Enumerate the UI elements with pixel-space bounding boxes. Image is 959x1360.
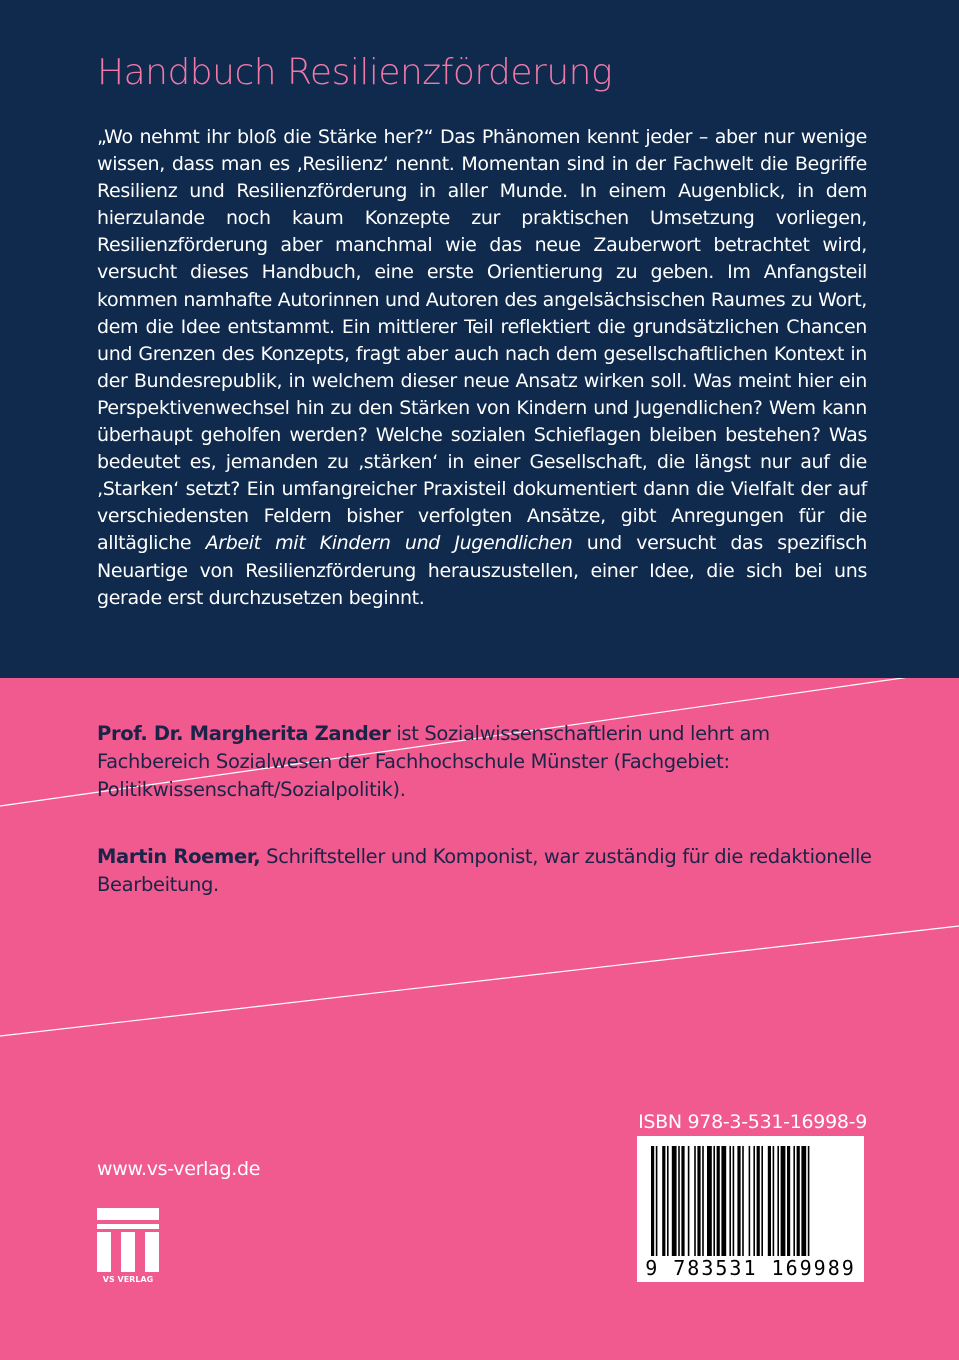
barcode <box>637 1136 864 1282</box>
barcode-bar <box>651 1146 654 1256</box>
barcode-bar <box>753 1146 755 1256</box>
barcode-bar <box>694 1146 696 1256</box>
barcode-bar <box>667 1146 669 1256</box>
barcode-bar <box>681 1146 684 1256</box>
publisher-website-link[interactable]: www.vs-verlag.de <box>97 1158 261 1180</box>
book-title: Handbuch Resilienzförderung <box>97 52 613 93</box>
barcode-bar <box>662 1146 665 1256</box>
barcode-digits: 9 783531 169989 <box>645 1256 856 1280</box>
barcode-bar <box>749 1146 751 1256</box>
barcode-bar <box>757 1146 760 1256</box>
author-name-zander: Prof. Dr. Margherita Zander <box>97 722 391 745</box>
barcode-bar <box>801 1146 806 1256</box>
vs-verlag-logo-icon <box>97 1208 159 1284</box>
barcode-bar <box>768 1146 771 1256</box>
blurb-text <box>97 124 867 612</box>
publisher-logo-text: VS VERLAG <box>102 1275 154 1284</box>
blurb-part-2: und versucht das spezifisch Neuartige von Resilienzförderung herauszustellen, einer Idee, die sich bei uns gerade erst durchzusetzen beginnt. <box>97 532 867 609</box>
author-text-roemer: Schriftsteller und Komponist, war zuständig für die redaktionelle Bearbeitung. <box>97 845 872 896</box>
barcode-bar <box>797 1146 800 1256</box>
barcode-bar <box>729 1146 731 1256</box>
author-bio-roemer <box>97 843 877 899</box>
barcode-bar <box>733 1146 735 1256</box>
isbn-label: ISBN 978-3-531-16998-9 <box>638 1111 867 1133</box>
barcode-bar <box>678 1146 680 1256</box>
barcode-bar <box>808 1146 810 1256</box>
barcode-bar <box>773 1146 775 1256</box>
barcode-bar <box>697 1146 700 1256</box>
barcode-bar <box>777 1146 779 1256</box>
barcode-bar <box>781 1146 786 1256</box>
author-text-zander: ist Sozialwissenschaftlerin und lehrt am Fachbereich Sozialwesen der Fachhochschule Münster (Fachgebiet: Politikwissenschaft/Sozialpolitik). <box>97 722 770 801</box>
barcode-bar <box>737 1146 740 1256</box>
blurb-italic-phrase: Arbeit mit Kindern und Jugendlichen <box>205 532 573 555</box>
barcode-bar <box>707 1146 712 1256</box>
blurb-part-1: „Wo nehmt ihr bloß die Stärke her?“ Das Phänomen kennt jeder – aber nur wenige wissen, dass man es ‚Resilienz‘ nennt. Momentan sind in der Fachwelt die Begriffe Resilienz und Resilienzförderung in aller Munde. In einem Augenblick, in dem hierzulande noch kaum Konzepte zur praktischen Umsetzung vorliegen, Resilienzförderung aber manchmal wie das neue Zauberwort betrachtet wird, versucht dieses Handbuch, eine erste Orientierung zu geben. Im Anfangsteil kommen namhafte Autorinnen und Autoren des angelsächsischen Raumes zu Wort, dem die Idee entstammt. Ein mittlerer Teil reflektiert die grundsätzlichen Chancen und Grenzen des Konzepts, fragt aber auch nach dem gesellschaftlichen Kontext in der Bundesrepublik, in welchem dieser neue Ansatz wirken soll. Was meint hier ein Perspektivenwechsel hin zu den Stärken von Kindern und Jugendlichen? Wem kann überhaupt geholfen werden? Welche sozialen Schieflagen bleiben bestehen? Was bedeutet es, jemanden zu ‚stärken‘ in einer Gesellschaft, die längst nur auf die ‚Starken‘ setzt? Ein umfangreicher Praxisteil dokumentiert dann die Vielfalt der auf verschiedensten Feldern bisher verfolgten Ansätze, gibt Anregungen für die alltägliche <box>97 126 867 555</box>
barcode-bar <box>793 1146 795 1256</box>
barcode-bar <box>713 1146 715 1256</box>
barcode-bar <box>702 1146 704 1256</box>
author-name-roemer: Martin Roemer, <box>97 845 261 868</box>
barcode-bar <box>656 1146 658 1256</box>
barcode-bar <box>742 1146 744 1256</box>
author-bio-zander <box>97 720 877 804</box>
barcode-bar <box>717 1146 720 1256</box>
barcode-bar <box>688 1146 690 1256</box>
barcode-bar <box>787 1146 790 1256</box>
barcode-bar <box>721 1146 726 1256</box>
barcode-bar <box>761 1146 763 1256</box>
barcode-bar <box>672 1146 677 1256</box>
blurb-panel <box>0 0 959 678</box>
